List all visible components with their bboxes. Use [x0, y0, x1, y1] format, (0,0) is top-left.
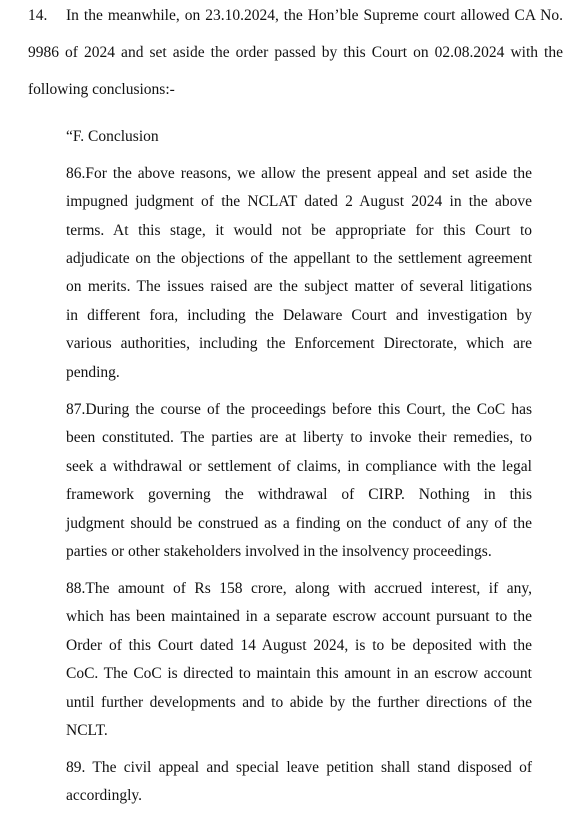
para-88-line-3: Order of this Court dated 14 August 2024, is to be deposited with the — [66, 637, 532, 654]
para-87-line-3: seek a withdrawal or settlement of claims, in compliance with the legal — [66, 458, 532, 475]
para-86-line-6: in different fora, including the Delaware Court and investigation by — [66, 307, 532, 324]
para-87-line-5: judgment should be construed as a finding on the conduct of any of the — [66, 515, 532, 532]
para-14-line-2: 9986 of 2024 and set aside the order passed by this Court on 02.08.2024 with the — [28, 44, 563, 61]
para-86-line-5: on merits. The issues raised are the subject matter of several litigations — [66, 278, 532, 295]
para-89-line-2: accordingly. — [66, 787, 143, 804]
para-87-line-1: 87.During the course of the proceedings before this Court, the CoC has — [66, 401, 532, 418]
para-87-line-2: been constituted. The parties are at liberty to invoke their remedies, to — [66, 429, 532, 446]
para-86-line-1: 86.For the above reasons, we allow the present appeal and set aside the — [66, 165, 532, 182]
para-86-line-7: various authorities, including the Enforcement Directorate, which are — [66, 335, 532, 352]
para-88-line-2: which has been maintained in a separate escrow account pursuant to the — [66, 608, 532, 625]
para-88-line-1: 88.The amount of Rs 158 crore, along with accrued interest, if any, — [66, 580, 532, 597]
para-88-line-6: NCLT. — [66, 722, 108, 739]
para-14-line-3: following conclusions:- — [28, 81, 175, 98]
para-86-line-3: terms. At this stage, it would not be appropriate for this Court to — [66, 222, 532, 239]
para-88-line-4: CoC. The CoC is directed to maintain this amount in an escrow account — [66, 665, 532, 682]
para-89-line-1: 89. The civil appeal and special leave petition shall stand disposed of — [66, 759, 532, 776]
paragraph-number: 14. — [28, 7, 48, 24]
para-86-line-4: adjudicate on the objections of the appellant to the settlement agreement — [66, 250, 532, 267]
para-87-line-6: parties or other stakeholders involved in the insolvency proceedings. — [66, 543, 492, 560]
para-14-line-1: In the meanwhile, on 23.10.2024, the Hon’ble Supreme court allowed CA No. — [66, 7, 563, 24]
quote-heading: “F. Conclusion — [66, 128, 159, 145]
para-87-line-4: framework governing the withdrawal of CIRP. Nothing in this — [66, 486, 532, 503]
para-86-line-8: pending. — [66, 364, 120, 381]
para-88-line-5: until further developments and to abide by the further directions of the — [66, 694, 532, 711]
para-86-line-2: impugned judgment of the NCLAT dated 2 August 2024 in the above — [66, 193, 532, 210]
